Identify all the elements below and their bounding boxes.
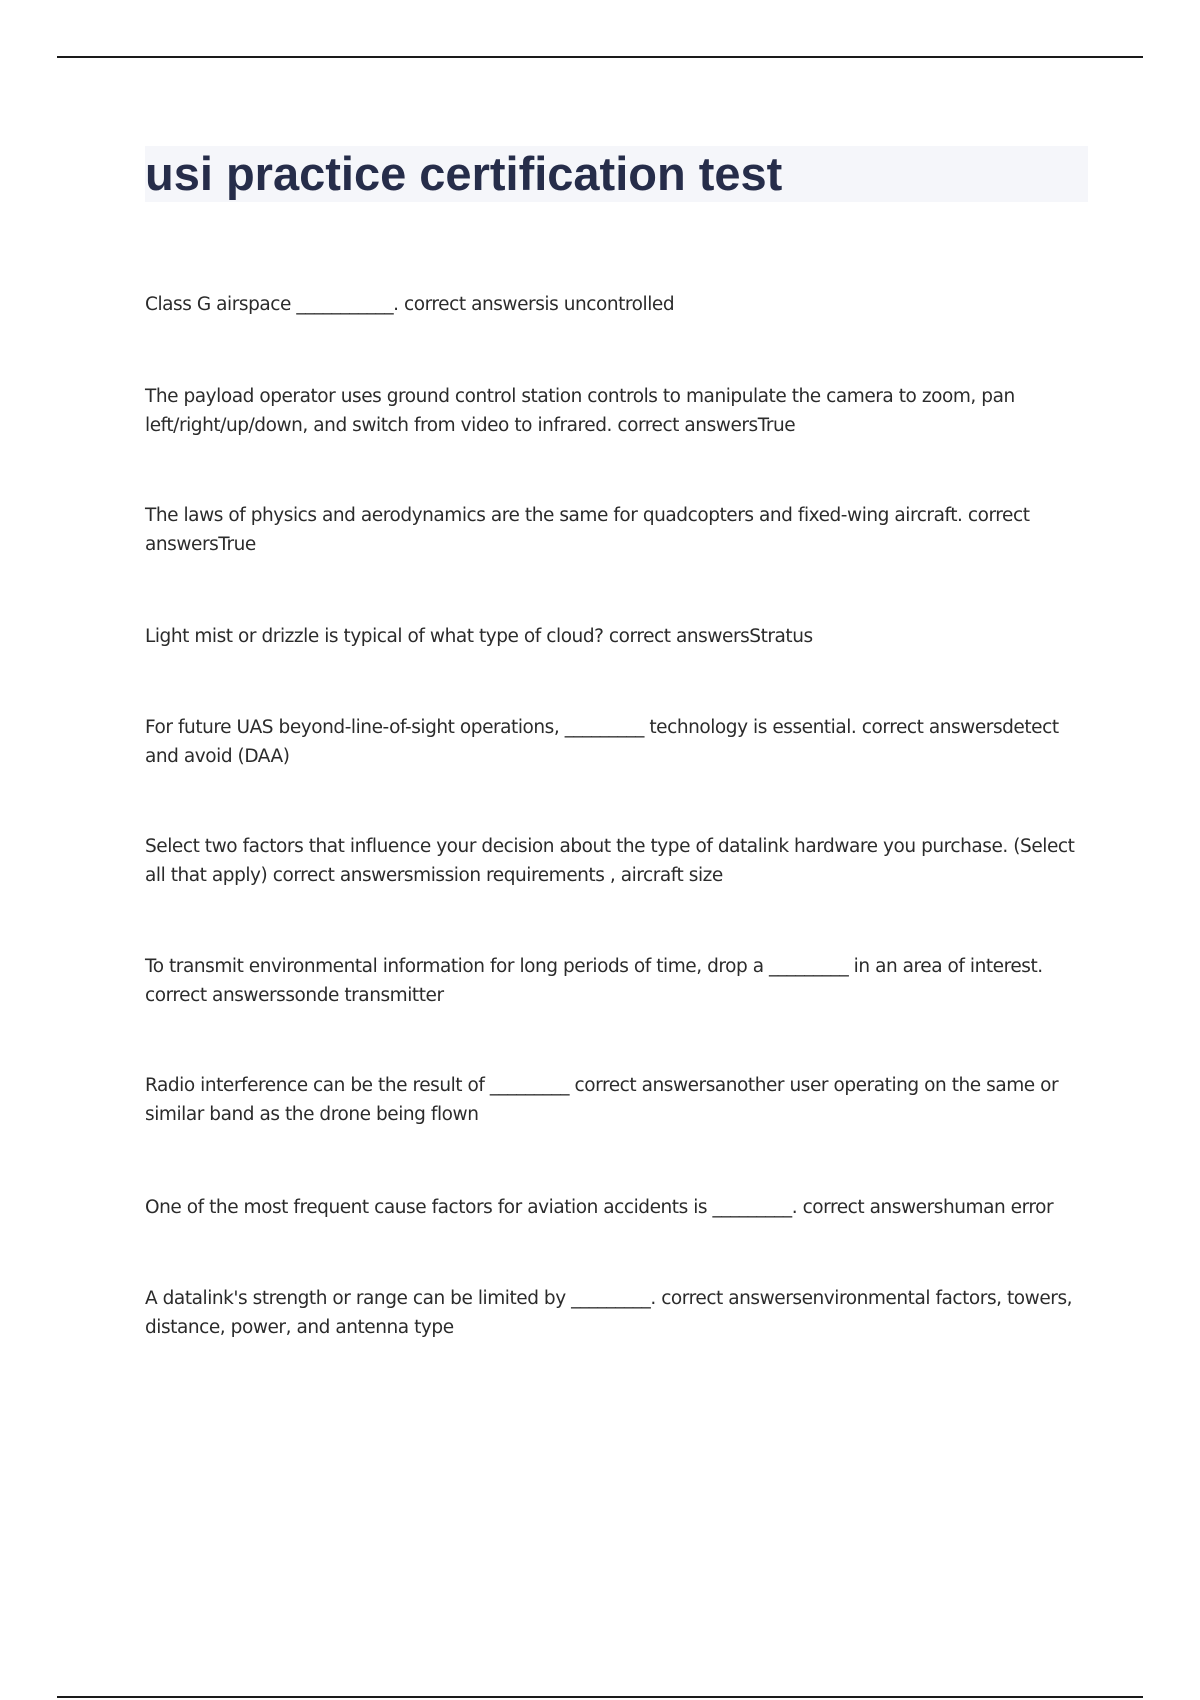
- qa-item-2: The payload operator uses ground control station controls to manipulate the camera to zoom, pan left/right/up/down, and switch from video to infrared. correct answersTrue: [145, 386, 1015, 436]
- qa-item-9: One of the most frequent cause factors for aviation accidents is _________. correct answershuman error: [145, 1197, 1054, 1218]
- footer-rule: [57, 1696, 1143, 1698]
- qa-item-6: Select two factors that influence your decision about the type of datalink hardware you purchase. (Select all that apply) correct answersmission requirements , aircraft size: [145, 836, 1075, 886]
- header-rule: [57, 56, 1143, 58]
- qa-item-4: Light mist or drizzle is typical of what type of cloud? correct answersStratus: [145, 626, 813, 647]
- qa-item-1: Class G airspace ___________. correct answersis uncontrolled: [145, 294, 675, 315]
- qa-item-3: The laws of physics and aerodynamics are the same for quadcopters and fixed-wing aircraft. correct answersTrue: [145, 505, 1030, 555]
- qa-item-10: A datalink's strength or range can be limited by _________. correct answersenvironmental factors, towers, distance, power, and antenna type: [145, 1288, 1073, 1338]
- qa-item-8: Radio interference can be the result of _________ correct answersanother user operating on the same or similar band as the drone being flown: [145, 1075, 1059, 1125]
- document-title: usi practice certification test: [145, 147, 783, 200]
- qa-item-5: For future UAS beyond-line-of-sight operations, _________ technology is essential. correct answersdetect and avoid (DAA): [145, 717, 1059, 767]
- qa-item-7: To transmit environmental information for long periods of time, drop a _________ in an area of interest. correct answerssonde transmitter: [145, 956, 1043, 1006]
